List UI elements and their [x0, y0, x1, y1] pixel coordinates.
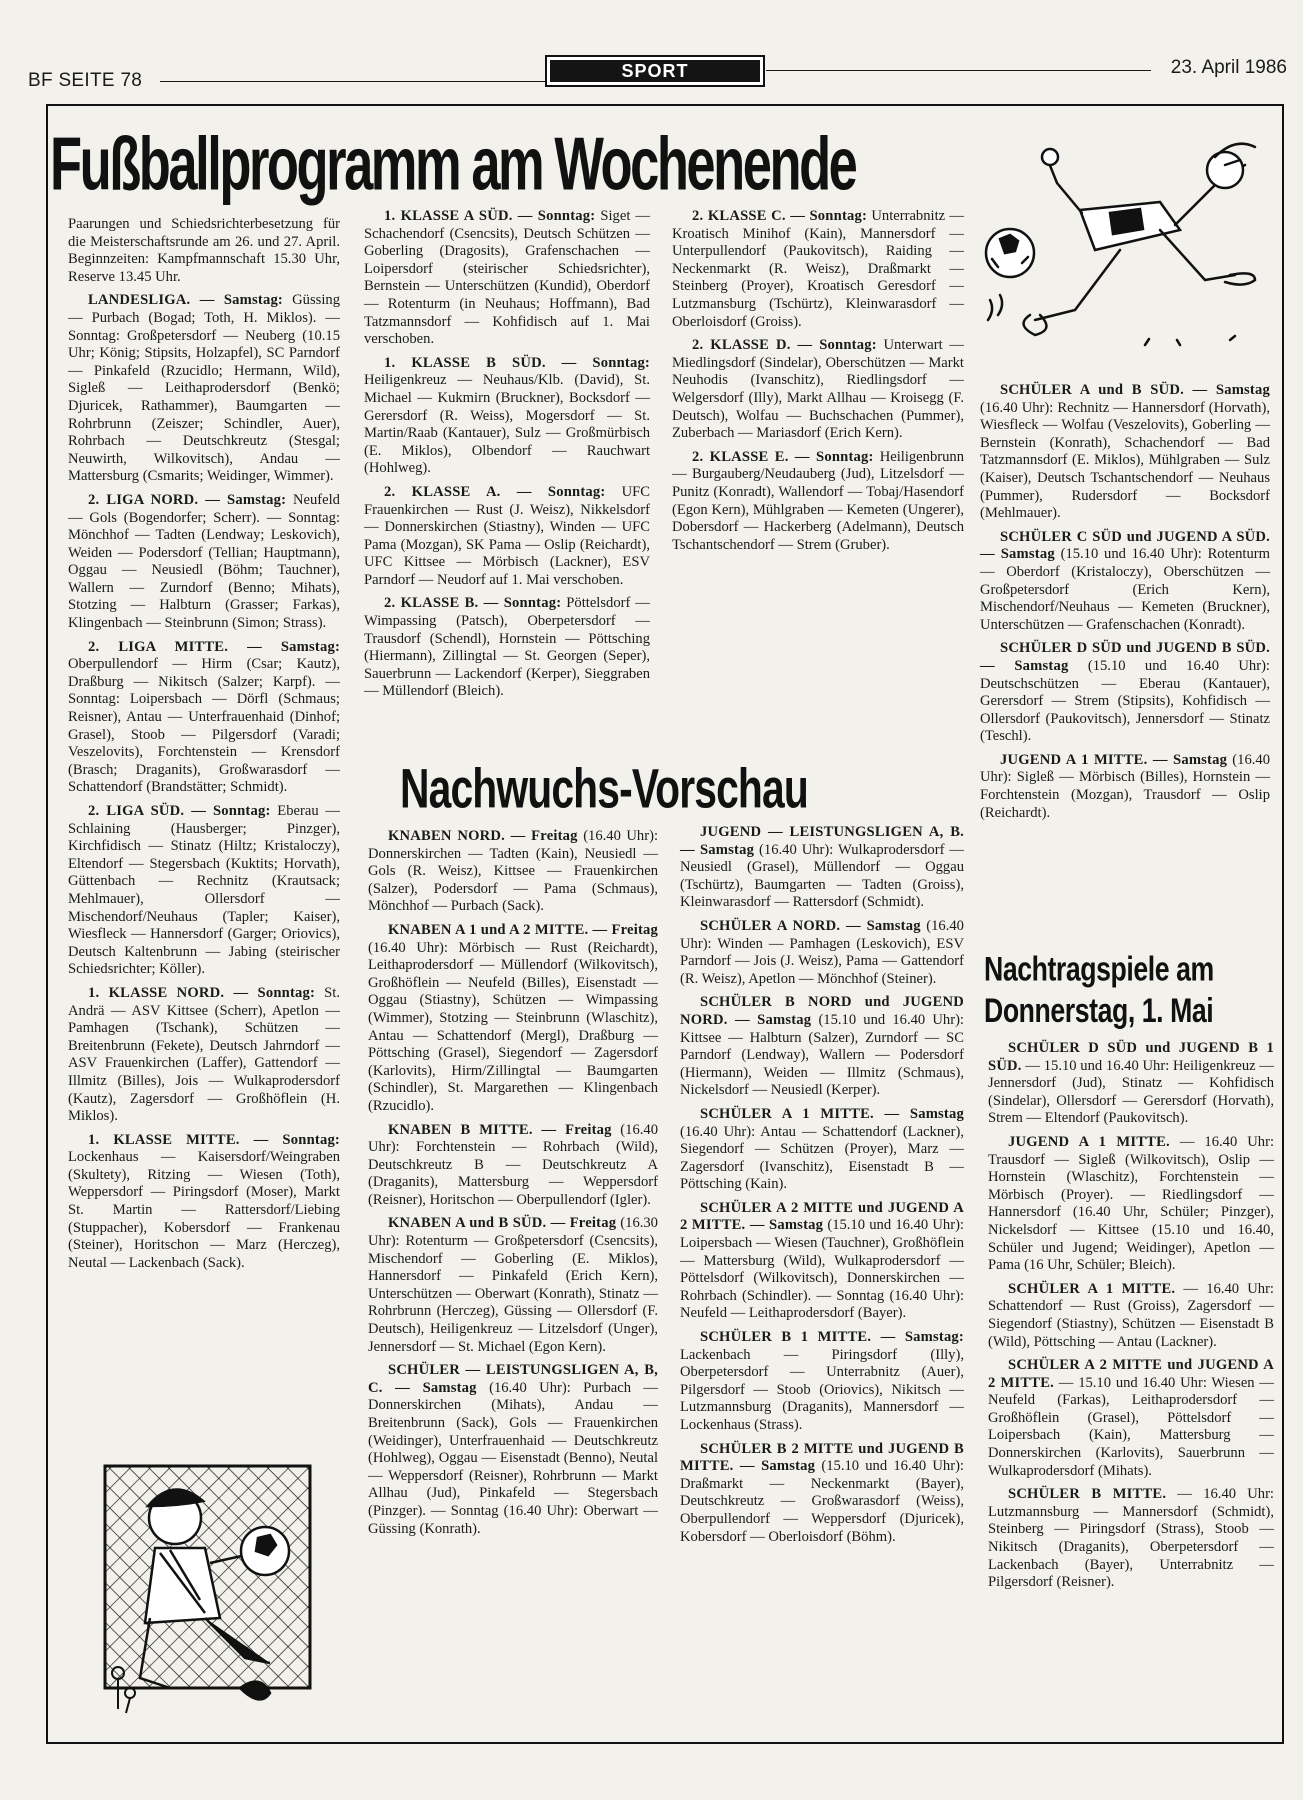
fixture-heading: LANDESLIGA. — Samstag:: [88, 292, 283, 309]
fixture-block: [680, 1200, 964, 1323]
fixture-block: [980, 752, 1270, 822]
fixture-block: [672, 449, 964, 555]
makeup-blocks: [988, 1040, 1274, 1592]
fixture-heading: SCHÜLER A 2 MITTE und JUGEND A 2 MITTE. — Samstag: [680, 1199, 964, 1234]
fixture-text: (15.10 und 16.40 Uhr): Draßmarkt — Neckenmarkt (Bayer), Deutschkreutz — Großwarasdorf (Weiss), Oberpullendorf — Weppersdorf (Djuricek), Kobersdorf — Oberloisdorf (Böhm).: [680, 1458, 964, 1545]
fixture-block: [368, 1362, 658, 1538]
makeup-column: [988, 1040, 1274, 1598]
fixture-heading: KNABEN B MITTE. — Freitag: [388, 1121, 612, 1138]
fixture-text: Siget — Schachendorf (Csencsits), Deutsch Schützen — Goberling (Dragosits), Grafenschachen — Loipersdorf (steirischer Schiedsrichter), Bernstein — Unterschützen (Kundid), Oberdorf — Rotenturm (in Neuhaus; Hoffmann), Bad Tatzmannsdorf — Kohfidisch auf 1. Mai verschoben.: [364, 208, 650, 348]
fixture-block: [680, 824, 964, 912]
fixture-text: — 15.10 und 16.40 Uhr: Heiligenkreuz — Jennersdorf (Jud), Stinatz — Kohfidisch (Sindelar), Ollersdorf — Gerersdorf (Horvath), Strem — Eltendorf (Paukovitsch).: [988, 1057, 1274, 1127]
fixture-block: [364, 208, 650, 349]
fixture-heading: 1. KLASSE A SÜD. — Sonntag:: [384, 208, 596, 224]
fixture-text: (16.40 Uhr): Purbach — Donnerskirchen (Mihats), Andau — Breitenbrunn (Sack), Gols — Frauenkirchen (Weidinger), Unterfrauenhaid — Deutschkreutz (Hohlweg), Oggau — Eisenstadt (Benno), Neutal — Weppersdorf (Reisner), Rohrbrunn — Markt Allhau (Jud), Pinkafeld — Stegersbach (Pinzger). — Sonntag (16.40 Uhr): Oberwart — Güssing (Konrath).: [368, 1379, 658, 1537]
youth-column-1: [368, 828, 658, 1544]
fixture-block: [988, 1357, 1274, 1480]
fixture-heading: 2. KLASSE C. — Sonntag:: [692, 208, 868, 224]
fixture-heading: SCHÜLER B NORD und JUGEND NORD. — Samstag: [680, 994, 964, 1028]
page-header: [0, 0, 1303, 100]
column-3-blocks: [672, 208, 964, 554]
fixture-heading: SCHÜLER D SÜD und JUGEND B 1 SÜD.: [988, 1040, 1274, 1074]
fixture-text: (16.40 Uhr): Donnerskirchen — Tadten (Kain), Neusiedl — Gols (R. Weisz), Kittsee — Frauenkirchen (Salzer), Podersdorf — Pama (Schmaus), Mönchhof — Purbach (Sack).: [368, 828, 659, 915]
fixture-block: [988, 1281, 1274, 1351]
fixture-text: Eberau — Schlaining (Hausberger; Pinzger), Kirchfidisch — Stinatz (Hiltz; Kristaloczy), Eltendorf — Stegersbach (Kuktits; Horvath), Güttenbach — Rechnitz (Krautsack; Mehlmauer), Ollersdorf — Mischendorf/Neuhaus (Tapler; Kaiser), Wiesfleck — Hannersdorf (Garger; Oriovics), Deutsch Kaltenbrunn — Jabing (steirischer Schiedsrichter; Köller).: [68, 803, 340, 978]
fixture-text: (16.40 Uhr): Forchtenstein — Rohrbach (Wild), Deutschkreutz B — Deutschkreutz A (Draganits), Mattersburg — Weppersdorf (Reisner), Horitschon — Oberpullendorf (Igler).: [368, 1121, 658, 1208]
fixture-text: Unterwart — Miedlingsdorf (Sindelar), Oberschützen — Markt Neuhodis (Ivanschitz), Riedlingsdorf — Welgersdorf (Illy), Markt Allhau — Kroisegg (F. Deutsch), Wolfau — Buchschachen (Pummer), Zuberbach — Mariasdorf (Erich Kern).: [672, 337, 964, 442]
fixture-block: [68, 492, 340, 633]
fixture-heading: SCHÜLER D SÜD und JUGEND B SÜD. — Samstag: [980, 640, 1270, 674]
fixture-text: (15.10 und 16.40 Uhr): Deutschschützen — Eberau (Kantauer), Gerersdorf — Strem (Stipsits), Kohfidisch — Ollersdorf (Paukovitsch), Jennersdorf — Stinatz (Teschl).: [980, 657, 1270, 745]
fixture-heading: KNABEN A 1 und A 2 MITTE. — Freitag: [388, 921, 658, 938]
column-1: [68, 216, 340, 1278]
section-badge: [545, 55, 765, 87]
fixture-heading: SCHÜLER — LEISTUNGSLIGEN A, B, C. — Samstag: [368, 1362, 658, 1396]
fixture-heading: SCHÜLER A und B SÜD. — Samstag: [1000, 382, 1270, 398]
fixture-block: [988, 1486, 1274, 1592]
fixture-heading: SCHÜLER C SÜD und JUGEND A SÜD. — Samstag: [980, 528, 1270, 563]
youth-column-2-blocks: [680, 824, 964, 1546]
fixture-text: Heiligenkreuz — Neuhaus/Klb. (David), St. Michael — Kukmirn (Bruckner), Bocksdorf — Gerersdorf (R. Weiss), Mogersdorf — St. Martin/Raab (Kantauer), Sulz — Großmürbisch (E. Miklos), Olbendorf — Rauchwart (Hohlweg).: [364, 372, 650, 477]
fixture-block: [680, 994, 964, 1100]
youth-column-2: [680, 824, 964, 1552]
column-2: [364, 208, 650, 707]
column-4: [980, 382, 1270, 828]
fixture-heading: 1. KLASSE MITTE. — Sonntag:: [88, 1131, 340, 1148]
fixture-block: [980, 640, 1270, 746]
fixture-heading: JUGEND A 1 MITTE. — Samstag: [1000, 751, 1228, 768]
fixture-block: [980, 529, 1270, 635]
fixture-text: (16.40 Uhr): Wulkaprodersdorf — Neusiedl (Grasel), Müllendorf — Oggau (Tschürtz), Baumgarten — Tadten (Groiss), Kleinwarasdorf — Rattersdorf (Schmidt).: [680, 841, 964, 911]
fixture-text: (15.10 und 16.40 Uhr): Loipersbach — Wiesen (Tauchner), Großhöflein — Mattersburg (Wild), Wulkaprodersdorf — Pöttelsdorf (Wilkovitsch), Donnerskirchen — Rohrbach (Schindler). — Sonntag (16.40 Uhr): Neufeld — Leithaprodersdorf (Bayer).: [680, 1217, 964, 1322]
fixture-block: [680, 1441, 964, 1547]
fixture-heading: 2. KLASSE A. — Sonntag:: [384, 483, 606, 500]
fixture-heading: SCHÜLER B 2 MITTE und JUGEND B MITTE. — Samstag: [680, 1440, 964, 1475]
column-2-blocks: [364, 208, 650, 701]
fixture-text: (16.40 Uhr): Rechnitz — Hannersdorf (Horvath), Wiesfleck — Wolfau (Veszelovits), Goberling — Bernstein (Konrath), Schachendorf — Bad Tatzmannsdorf (E. Miklos), Mühlgraben — Sulz (Kaiser), Deutsch Tschantschendorf — Neuhaus (Pummer), Rudersdorf — Bocksdorf (Mehlmauer).: [980, 399, 1270, 522]
fixture-block: [368, 922, 658, 1116]
fixture-block: [68, 803, 340, 979]
fixture-heading: JUGEND A 1 MITTE.: [1008, 1133, 1170, 1150]
column-4-blocks: [980, 382, 1270, 822]
fixture-text: UFC Frauenkirchen — Rust (J. Weisz), Nikkelsdorf — Donnerskirchen (Stiastny), Winden — UFC Pama (Mozgan), SK Pama — Oslip (Reichardt), UFC Kittsee — Mörbisch (Lackner), ESV Parndorf — Neudorf auf 1. Mai verschoben.: [364, 483, 650, 588]
fixture-text: (16.40 Uhr): Winden — Pamhagen (Leskovich), ESV Parndorf — Jois (J. Weisz), Pama — Gattendorf (R. Weisz), Apetlon — Mönchhof (Steiner).: [680, 917, 964, 987]
fixture-heading: 1. KLASSE NORD. — Sonntag:: [88, 984, 316, 1001]
fixture-text: — 16.40 Uhr: Lutzmannsburg — Mannersdorf (Schmidt), Steinberg — Piringsdorf (Strass), Stoob — Nikitsch (Draganits), Oberpetersdorf — Lackenbach (Bayer), Unterrabnitz — Pilgersdorf (Reisner).: [988, 1486, 1274, 1591]
issue-date: 23. April 1986: [1170, 57, 1287, 78]
fixture-block: [364, 355, 650, 478]
fixture-heading: 2. KLASSE D. — Sonntag:: [692, 337, 877, 354]
fixture-block: [680, 1329, 964, 1435]
fixture-block: [368, 828, 658, 916]
fixture-heading: 2. LIGA MITTE. — Samstag:: [88, 638, 340, 655]
makeup-headline: Nachtragspiele am Donnerstag, 1. Mai: [984, 949, 1214, 1030]
fixture-block: [364, 595, 650, 701]
fixture-heading: 2. KLASSE B. — Sonntag:: [384, 595, 562, 612]
fixture-heading: 1. KLASSE B SÜD. — Sonntag:: [384, 354, 650, 371]
fixture-text: Neufeld — Gols (Bogendorfer; Scherr). — Sonntag: Mönchhof — Tadten (Lendway; Leskovich), Weiden — Podersdorf (Tellian; Hauptmann), Oggau — Neusiedl (Böhm; Tauchner), Wallern — Zurndorf (Benno; Mihats), Stotzing — Halbturn (Grasser; Farkas), Klingenbach — Steinbrunn (Simon; Strass).: [68, 491, 340, 632]
fixture-heading: SCHÜLER A 2 MITTE und JUGEND A 2 MITTE.: [988, 1357, 1274, 1391]
fixture-block: [68, 292, 340, 486]
youth-headline: Nachwuchs-Vorschau: [400, 759, 808, 821]
fixture-heading: 2. LIGA NORD. — Samstag:: [88, 491, 287, 508]
fixture-text: Lockenhaus — Kaisersdorf/Weingraben (Skultety), Ritzing — Wiesen (Toth), Weppersdorf — Piringsdorf (Moser), Markt St. Martin — Rattersdorf/Liebing (Stuppacher), Kobersdorf — Frankenau (Steiner), Horitschon — Marz (Herczeg), Neutal — Lackenbach (Sack).: [68, 1149, 340, 1271]
fixture-block: [680, 1106, 964, 1194]
fixture-heading: 2. KLASSE E. — Sonntag:: [692, 448, 874, 465]
goalkeeper-illustration: [100, 1458, 330, 1720]
header-rule-right: [766, 70, 1151, 71]
fixture-heading: SCHÜLER A NORD. — Samstag: [700, 917, 921, 934]
fixture-text: (15.10 und 16.40 Uhr): Kittsee — Halbturn (Salzer), Zurndorf — SC Parndorf (Lendway), Wallern — Podersdorf (Hiermann), Weiden — Illmitz (Schmaus), Nickelsdorf — Neusiedl (Kerper).: [680, 1011, 964, 1099]
fixture-block: [364, 484, 650, 590]
fixture-text: (16.30 Uhr): Rotenturm — Großpetersdorf (Csencsits), Mischendorf — Goberling (E. Miklos), Hannersdorf — Pinkafeld (Erich Kern), Unterschützen — Oberwart (Konrath), Stinatz — Rohrbrunn (Herczeg), Güssing — Ollersdorf (F. Deutsch), Heiligenkreuz — Litzelsdorf (Unger), Jennersdorf — St. Michael (Egon Kern).: [368, 1215, 658, 1355]
fixture-heading: 2. LIGA SÜD. — Sonntag:: [88, 803, 271, 819]
page-label: BF SEITE 78: [28, 70, 143, 91]
fixture-text: — 15.10 und 16.40 Uhr: Wiesen — Neufeld (Farkas), Leithaprodersdorf — Großhöflein (Grasel), Pöttelsdorf — Loipersbach (Kain), Mattersburg — Donnerskirchen (Karlovits), Sauerbrunn — Wulkaprodersdorf (Mihats).: [988, 1374, 1274, 1479]
fixture-text: (16.40 Uhr): Antau — Schattendorf (Lackner), Siegendorf — Schützen (Proyer), Marz — Zagersdorf (Ivanschitz), Eisenstadt B — Pöttsching (Kain).: [680, 1123, 964, 1193]
fixture-heading: JUGEND — LEISTUNGSLIGEN A, B. — Samstag: [680, 824, 964, 858]
intro-text: Paarungen und Schiedsrichterbesetzung für die Meisterschaftsrunde am 26. und 27. April. Beginnzeiten: Kampfmannschaft 15.30 Uhr, Reserve 13.45 Uhr.: [68, 216, 340, 285]
fixture-block: [68, 985, 340, 1126]
fixture-block: [68, 1132, 340, 1273]
footballer-illustration: [970, 135, 1270, 355]
fixture-text: Unterrabnitz — Kroatisch Minihof (Kain), Mannersdorf — Unterpullendorf (Paukovitsch), Raiding — Neckenmarkt (R. Weisz), Draßmarkt — Steinberg (Proyer), Kroatisch Geresdorf — Lutzmansburg (Tschürtz), Kleinwarasdorf — Oberloisdorf (Groiss).: [672, 208, 964, 330]
fixture-block: [988, 1134, 1274, 1275]
fixture-heading: SCHÜLER A 1 MITTE.: [1008, 1280, 1176, 1297]
fixture-heading: SCHÜLER B MITTE.: [1008, 1486, 1167, 1503]
fixture-heading: KNABEN NORD. — Freitag: [388, 828, 578, 844]
column-3: [672, 208, 964, 560]
fixture-block: [988, 1040, 1274, 1128]
column-1-blocks: [68, 292, 340, 1272]
fixture-text: (15.10 und 16.40 Uhr): Rotenturm — Oberdorf (Kristaloczy), Oberschützen — Großpetersdorf (Erich Kern), Mischendorf/Neuhaus — Kemeten (Bruckner), Unterschützen — Grafenschachen (Konradt).: [980, 546, 1270, 633]
fixture-block: [980, 382, 1270, 523]
fixture-block: [68, 639, 340, 797]
fixture-text: Oberpullendorf — Hirm (Csar; Kautz), Draßburg — Nikitsch (Salzer; Karpf). — Sonntag: Loipersbach — Dörfl (Schmaus; Reisner), Antau — Unterfrauenhaid (Dinhof; Grasel), Stoob — Pilgersdorf (Varadi; Veszelovits), Forchtenstein — Krensdorf (Brasch; Draganits), Großwarasdorf — Schattendorf (Brandstätter; Schmidt).: [68, 656, 340, 796]
fixture-block: [672, 208, 964, 331]
fixture-text: (16.40 Uhr): Sigleß — Mörbisch (Billes), Hornstein — Forchtenstein (Mozgan), Trausdorf — Oslip (Reichardt).: [980, 751, 1270, 821]
fixture-heading: SCHÜLER B 1 MITTE. — Samstag:: [700, 1329, 964, 1346]
fixture-block: [368, 1122, 658, 1210]
main-headline: Fußballprogramm am Wochenende: [50, 121, 856, 207]
youth-column-1-blocks: [368, 828, 658, 1538]
fixture-heading: SCHÜLER A 1 MITTE. — Samstag: [700, 1105, 964, 1122]
fixture-heading: KNABEN A und B SÜD. — Freitag: [388, 1215, 617, 1232]
fixture-text: Güssing — Purbach (Bogad; Toth, H. Miklos). — Sonntag: Großpetersdorf — Neuberg (10.15 Uhr; König; Stipsits, Holzapfel), SC Parndorf — Pinkafeld (Rzucidlo; Hermann, Wild), Sigleß — Leithaprodersdorf (Benkö; Djuricek, Rathammer), Baumgarten — Rohrbrunn (Zeiszer; Schindler, Auer), Rohrbach — Deutschkreutz (Stesgal; Neuwirth, Wilkovitsch), Andau — Mattersburg (Csmarits; Weidinger, Wimmer).: [68, 292, 340, 485]
fixture-text: St. Andrä — ASV Kittsee (Scherr), Apetlon — Pamhagen (Tschank), Schützen — Breitenbrunn (Fekete), Deutsch Jahrndorf — ASV Frauenkirchen (Laffer), Gattendorf — Illmitz (Billes), Jois — Wulkaprodersdorf (Kautz), Zagersdorf — Großhöflein (H. Miklos).: [68, 984, 340, 1125]
fixture-block: [680, 918, 964, 988]
fixture-text: Lackenbach — Piringsdorf (Illy), Oberpetersdorf — Unterrabnitz (Auer), Pilgersdorf — Stoob (Oriovics), Nikitsch — Lutzmannsburg (Draganits), Mannersdorf — Lockenhaus (Strass).: [680, 1346, 964, 1433]
fixture-text: Heiligenbrunn — Burgauberg/Neudauberg (Jud), Litzelsdorf — Punitz (Konradt), Wallendorf — Tobaj/Hasendorf (Egon Kern), Mühlgraben — Kemeten (Ungerer), Dobersdorf — Hackerberg (Adelmann), Deutsch Tschantschendorf — Strem (Gruber).: [672, 448, 965, 553]
fixture-text: (16.40 Uhr): Mörbisch — Rust (Reichardt), Leithaprodersdorf — Müllendorf (Wilkovitsch), Großhöflein — Neufeld (Billes), Eisenstadt — Oggau (Stiastny), Schützen — Wimpassing (Wimmer), Stotzing — Steinbrunn (Wlaschitz), Antau — Schattendorf (Mergl), Draßburg — Pöttsching (Grasel), Siegendorf — Zagersdorf (Karlovits), Hirm/Zillingtal — Baumgarten (Schindler), St. Margarethen — Klingenbach (Rzucidlo).: [368, 939, 658, 1114]
fixture-text: — 16.40 Uhr: Trausdorf — Sigleß (Wilkovitsch), Oslip — Hornstein (Wlaschitz), Forchtenstein — Mörbisch (Proyer). — Riedlingsdorf — Hannersdorf (16.40 Uhr, Schüler; Pinzger), Nickelsdorf — Kittsee (15.10 und 16.40, Schüler und Jugend; Weidinger), Apetlon — Pama (16 Uhr, Schüler; Bleich).: [988, 1133, 1274, 1274]
fixture-block: [672, 337, 964, 443]
fixture-block: [368, 1215, 658, 1356]
section-label: SPORT: [550, 60, 760, 82]
header-rule-left: [160, 81, 545, 82]
fixture-text: Pöttelsdorf — Wimpassing (Patsch), Oberpetersdorf — Trausdorf (Schendl), Hornstein — Pöttsching (Hiermann), Zillingtal — St. Georgen (Seper), Sauerbrunn — Lackendorf (Kerper), Sieggraben — Müllendorf (Bleich).: [364, 595, 650, 700]
fixture-text: — 16.40 Uhr: Schattendorf — Rust (Groiss), Zagersdorf — Siegendorf (Stiastny), Schützen — Eisenstadt B (Wild), Pöttsching — Antau (Lackner).: [988, 1280, 1274, 1350]
